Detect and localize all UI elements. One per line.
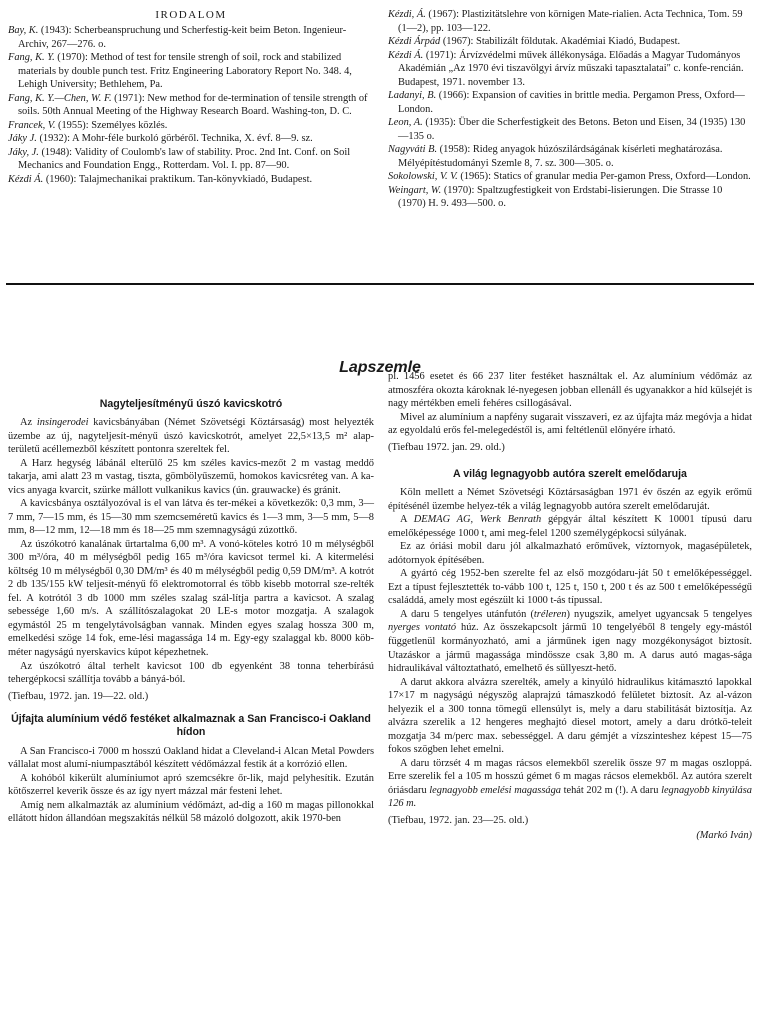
references-list-left xyxy=(8,24,374,186)
reference-author: Kézdi Á. xyxy=(388,49,424,61)
article-paragraph: Ez az óriási mobil daru jól alkalmazható erőművek, víztornyok, magasépületek, adótornyok építésében. xyxy=(388,541,752,566)
reference-entry xyxy=(8,24,374,51)
reference-text: (1948): Validity of Coulomb's law of stability. Proc. 2nd Int. Conf. on Soil Mechanics and Foundation Engg., Rotterdam. Vol. I. pp. 87—90. xyxy=(18,146,351,172)
reference-author: Fang, K. Y.—Chen, W. F. xyxy=(8,92,112,104)
references-heading: IRODALOM xyxy=(155,9,227,21)
reference-author: Weingart, W. xyxy=(388,184,442,196)
reference-author: Kézdi Á. xyxy=(8,173,44,185)
reference-entry xyxy=(8,92,374,119)
article-paragraph: A Harz hegység lábánál elterülő 25 km széles kavics-mezőt 2 m vastag meddő takarja, ami alatt 23 m vastag, tiszta, gömbölyűszemű, homokos kavicsréteg van. A ka-vics anyaga kvarcit, szürke mállott vulkanikus kavics (ún. grauwacke) és gránit. xyxy=(8,457,374,496)
reference-author: Sokolowski, V. V. xyxy=(388,171,458,183)
references-right-column xyxy=(388,8,752,211)
reference-author: Bay, K. xyxy=(8,25,39,37)
section-divider xyxy=(6,283,754,285)
reference-author: Kézdi, Á. xyxy=(388,9,426,20)
reference-entry xyxy=(388,143,752,170)
reference-text: (1965): Statics of granular media Per-gamon Press, Oxford—London. xyxy=(457,171,751,183)
reference-entry xyxy=(8,173,374,187)
article-citation: (Tiefbau 1972. jan. 29. old.) xyxy=(388,441,505,453)
body-left-column xyxy=(8,398,374,826)
article-paragraph: Az úszókotró által terhelt kavicsot 100 db egyenként 38 tonna teherbírású tehergépkocsi szállítja tovább a bányá-ból. xyxy=(8,660,374,686)
article-signature: (Markó Iván) xyxy=(696,830,752,842)
reference-entry xyxy=(388,49,752,90)
article-paragraph: Az insingerodei kavicsbányában (Német Szövetségi Köztársaság) most helyezték üzembe az új, nagyteljesít-ményű úszó kavicskotrót, amelyet 22,5×13,5 m² alap-területű acéllemezből készített pontonra szereltek fel. xyxy=(8,417,374,456)
reference-entry xyxy=(8,146,374,173)
reference-text: (1967): Stabilizált földutak. Akadémiai Kiadó, Budapest. xyxy=(440,36,681,48)
reference-text: (1970): Spaltzugfestigkeit von Erdstabi-lisierungen. Die Strasse 10 (1970) H. 9. 493—500. o. xyxy=(398,184,723,210)
reference-entry xyxy=(388,170,752,184)
article-citation: (Tiefbau, 1972. jan. 23—25. old.) xyxy=(388,814,529,826)
article-aluminium-paint xyxy=(8,713,374,826)
article-paragraph-continued: pl. 1456 esetet és 66 237 liter festéket használtak el. Az alumínium védőmáz az atmoszféra okozta károknak lé-nyegesen jobban ellenáll és ugyanakkor a híd külsejét is nagy mértékben emeli fehéres csillogásával. xyxy=(388,371,752,410)
reference-text: (1971): Árvízvédelmi művek állékonysága. Előadás a Magyar Tudományos Akadémián „Az 1970 évi tiszavölgyi árvíz műszaki tapasztalatai" c. konfe-rencián. Budapest, 1971. november 13. xyxy=(398,49,744,88)
reference-text: (1960): Talajmechanikai praktikum. Tan-könyvkiadó, Budapest. xyxy=(43,173,313,185)
reference-entry xyxy=(388,35,752,49)
reference-author: Fang, K. Y. xyxy=(8,52,55,64)
article-paragraph: A DEMAG AG, Werk Benrath gépgyár által készített K 10001 típusú daru emelőképessége 1000 t, ami meg-felel 1200 személygépkocsi súlyának. xyxy=(388,514,752,539)
reference-author: Nagyváti B. xyxy=(388,144,438,156)
article-title: Nagyteljesítményű úszó kavicskotró xyxy=(99,398,283,410)
reference-author: Jáky, J. xyxy=(8,146,39,158)
article-paragraph: Köln mellett a Német Szövetségi Köztársaságban 1971 év őszén az egyik erőmű építésénél üzembe helyez-ték a világ legnagyobb autóra szerelt emelődaruját. xyxy=(388,487,752,512)
reference-author: Jáky J. xyxy=(8,133,37,145)
reference-author: Leon, A. xyxy=(388,117,423,129)
reference-text: (1970): Method of test for tensile strengh of soil, rock and stabilized materials by double punch test. Fritz Engineering Laboratory Report No. 348. 4, Lehigh University; Bethlehem, Pa. xyxy=(18,52,352,91)
reference-entry xyxy=(8,132,374,146)
article-paragraph: A darut akkora alvázra szerelték, amely a kinyúló hidraulikus kitámasztó lapokkal 17×17 m nagyságú négyszög alaprajzú támaszkodó felületet biztosít. Az al-vázon helyezik el a 300 tonna tömegű ellensúlyt is, mely a daru stabilitását biztosítja. Az alvázra szerelik a 12 hengeres meghajtó diesel motort, amely a daru drótkö-teleit mozgatja 34 m/perc max. sebességgel. A daru gémjét a vízszinteshez képest 15—75 fokos szögben lehet emelni. xyxy=(388,676,752,756)
article-paragraph: Az úszókotró kanalának űrtartalma 6,00 m³. A vonó-köteles kotró 10 m mélységből 300 m³/óra, 40 m mélységből pedig 165 m³/óra kavicsot termel ki. A kitermelési költség 10 m mélységből 0,30 DM/m³ és 40 m mélységből pedig 0,59 DM/m³. A kotrót 2 db 135/155 kW teljesít-ményű fő elektromotorral és több kisebb motorral sze-relték fel. A kotrótól 3 db 1000 mm széles szalag szál-lítja partra a kavicsot. A szalag sebessége 1,60 m/s. A szállítószalagokat 20 LE-s motor mozgatja. A szalagok egymástól 25 m tengelytávolságban vannak. Minden egyes szalag hossza 300 m, emelkedési szöge 14 fok, eme-lési magassága 14 m. Egy-egy szalaggal kb. 8000 köb-méter nagyságú nyerskavics kúpot képezhetnek. xyxy=(8,538,374,658)
section-title: Lapszemle xyxy=(339,359,421,376)
reference-entry xyxy=(388,184,752,211)
article-paragraph: Mivel az alumínium a napfény sugarait visszaveri, ez az újfajta máz megóvja a hidat az egyoldalú erős fel-melegedéstől is, ami feltétlenül előnyére írható. xyxy=(388,411,752,437)
article-gravel-dredger xyxy=(8,398,374,703)
body-right-column xyxy=(388,370,752,843)
reference-entry xyxy=(388,8,752,35)
reference-text: (1932): A Mohr-féle burkoló görbéről. Technika, X. évf. 8—9. sz. xyxy=(36,133,313,145)
article-paragraph: A kohóból kikerült alumíniumot apró szemcsékre őr-lik, majd pelyhesítik. Ezután kötőszerrel keverik össze és az így nyert mázzal már festeni lehet. xyxy=(8,772,374,798)
reference-entry xyxy=(388,116,752,143)
article-paragraph: A San Francisco-i 7000 m hosszú Oakland hidat a Cleveland-i Alcan Metal Powders vállalat most alumí-niumpasztából készített védőmázzal festik át a korrózió ellen. xyxy=(8,745,374,771)
reference-author: Francek, V. xyxy=(8,119,56,131)
reference-text: (1943): Scherbeanspruchung und Scherfestig-keit beim Beton. Ingenieur-Archiv, 267—276. o. xyxy=(18,25,347,50)
reference-entry xyxy=(388,89,752,116)
article-title: Újfajta alumínium védő festéket alkalmaznak a San Francisco-i Oakland hídon xyxy=(11,713,371,739)
reference-text: (1971): New method for de-termination of tensile strength of soils. 50th Annual Meeting of the Highway Research Board. Washing-ton, D. C. xyxy=(18,92,368,118)
article-largest-crane xyxy=(388,468,752,843)
reference-text: (1967): Plastizitätslehre von körnigen Mate-rialien. Acta Technica, Tom. 59 (1—2), pp. 103—122. xyxy=(398,9,743,34)
reference-text: (1935): Über die Scherfestigkeit des Betons. Beton und Eisen, 34 (1935) 130—135 o. xyxy=(398,117,746,142)
reference-text: (1966): Expansion of cavities in brittle media. Pergamon Press, Oxford—London. xyxy=(398,90,745,115)
references-list-right xyxy=(388,8,752,211)
reference-author: Kézdi Árpád xyxy=(388,36,441,48)
article-paragraph: Amíg nem alkalmazták az alumínium védőmázt, ad-dig a 160 m magas pillonokkal ellátott hídon állandóan megszakítás nélkül 58 mázoló dolgozott, akik 1970-ben xyxy=(8,799,374,825)
reference-author: Ladanyi, B. xyxy=(388,90,437,102)
article-title: A világ legnagyobb autóra szerelt emelődaruja xyxy=(453,468,687,481)
reference-entry xyxy=(8,51,374,92)
article-citation: (Tiefbau, 1972. jan. 19—22. old.) xyxy=(8,690,149,702)
article-paragraph: A kavicsbánya osztályozóval is el van látva és ter-mékei a következők: 0,3 mm, 3—7 mm, 7—15 mm, és 15—30 mm szemcseméretű kavics és 1—3 mm, 3—5 mm, 5—8 mm, 8—12 mm, 12—18 mm és 18—25 mm szemnagyságú zúzottkő. xyxy=(8,498,374,537)
reference-text: (1955): Személyes közlés. xyxy=(55,119,168,131)
reference-text: (1958): Rideg anyagok húzószilárdságának kísérleti meghatározása. Mélyépítéstudományi Szemle 8, 7. sz. 300—305. o. xyxy=(398,144,723,169)
reference-entry xyxy=(8,119,374,133)
article-paragraph: A daru 5 tengelyes utánfutón (tréleren) nyugszik, amelyet ugyancsak 5 tengelyes nyerges vontató húz. Az összekapcsolt jármű 10 tengelyéből 8 tengely egy-mástól függetlenül kormányozható, ami a járműnek igen nagy mozgékonyságot biztosít. Utazáskor a jármű magassága mindössze csak 3,80 m. A darus autó magas-sága hidraulikával változtatható, emelhető és süllyeszt-hető. xyxy=(388,608,752,675)
references-left-column xyxy=(8,8,374,186)
article-paragraph: A gyártó cég 1952-ben szerelte fel az első mozgódaru-ját 50 t emelőképességgel. Ezt a típust fejlesztették to-vább 100 t, 125 t, 150 t, 200 t és az 500 t emelőképességű családdá, amely most egészült ki 1000 t-ás típussal. xyxy=(388,568,752,607)
article-paragraph: A daru törzsét 4 m magas rácsos elemekből szerelik össze 97 m magas oszloppá. Erre szerelik fel a 105 m hosszú gémet 6 m magas rácsos elemekből. Az autóra szerelt óriásdaru legnagyobb emelési magassága tehát 202 m (!). A daru legnagyobb kinyúlása 126 m. xyxy=(388,757,752,810)
